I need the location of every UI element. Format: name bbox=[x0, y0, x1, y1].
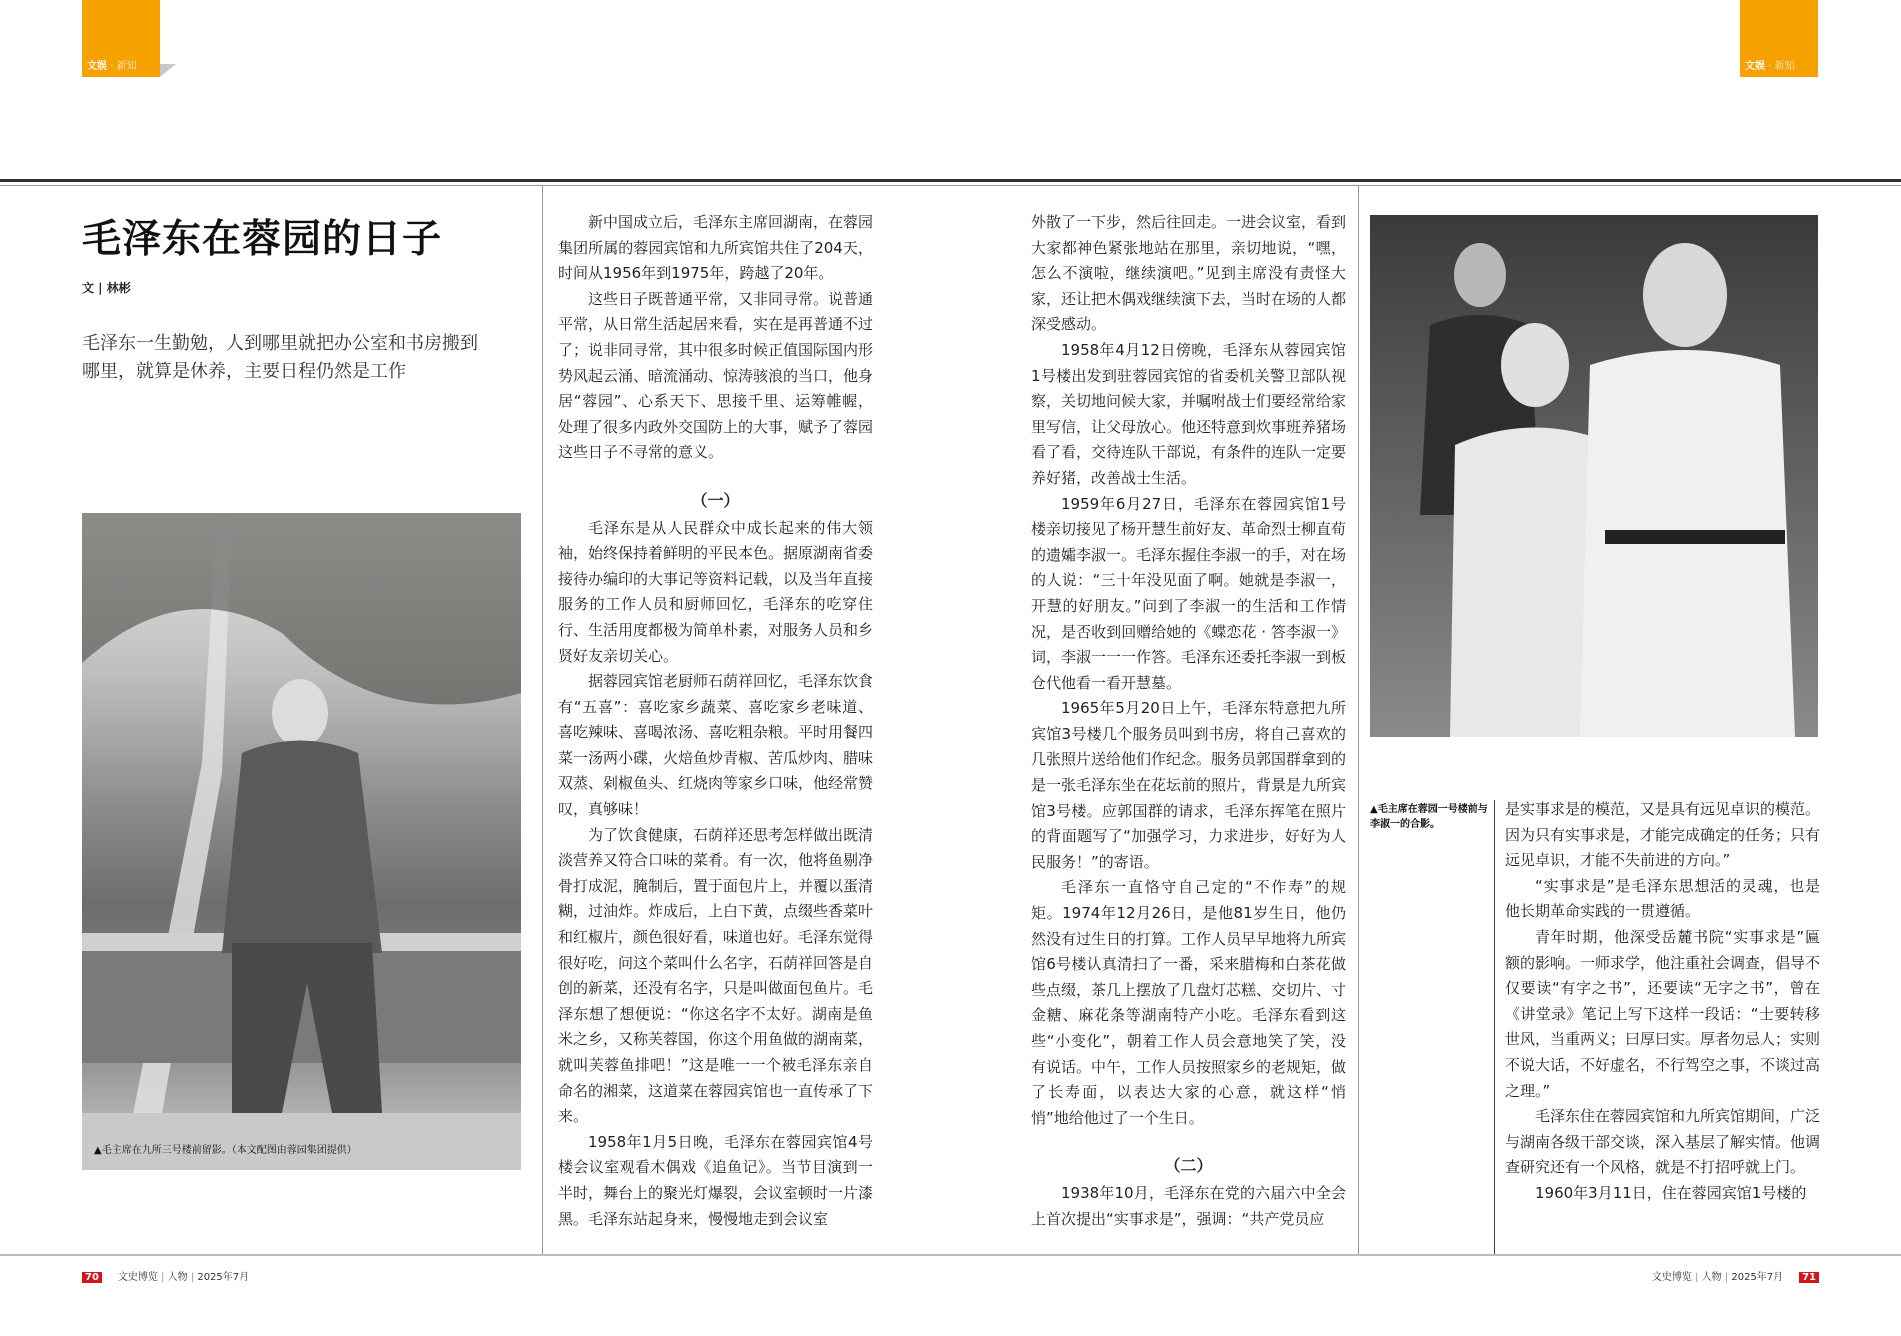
paragraph: 据蓉园宾馆老厨师石荫祥回忆，毛泽东饮食有“五喜”：喜吃家乡蔬菜、喜吃家乡老味道、喜吃辣味、喜喝浓汤、喜吃粗杂粮。平时用餐四菜一汤两小碟，火焙鱼炒青椒、苦瓜炒肉、腊味双蒸、剁椒鱼头、红烧肉等家乡口味，他经常赞叹，真够味！ bbox=[558, 672, 874, 819]
footer-left bbox=[82, 1268, 249, 1283]
footer-category: 人物 bbox=[1701, 1272, 1722, 1283]
paragraph: 1958年1月5日晚，毛泽东在蓉园宾馆4号楼会议室观看木偶戏《追鱼记》。当节目演到一半时，舞台上的聚光灯爆裂，会议室顿时一片漆黑。毛泽东站起身来，慢慢地走到会议室 bbox=[558, 1132, 874, 1228]
header-rule bbox=[0, 179, 1901, 182]
section-label: 文娱 bbox=[87, 61, 107, 72]
paragraph: 青年时期，他深受岳麓书院“实事求是”匾额的影响。一师求学，他注重社会调查，倡导不仅要读“有字之书”，还要读“无字之书”，曾在《讲堂录》笔记上写下这样一段话：“士要转移世风，当重两义；曰厚曰实。厚者勿忌人；实则不说大话，不好虚名，不行驾空之事，不谈过高之理。” bbox=[1505, 927, 1821, 1100]
paragraph: 1938年10月，毛泽东在党的六届六中全会上首次提出“实事求是”，强调：“共产党员应 bbox=[1031, 1183, 1346, 1228]
footer-issue: 2025年7月 bbox=[197, 1272, 250, 1283]
photo-illustration bbox=[1370, 215, 1818, 737]
text-column-3 bbox=[1505, 797, 1820, 1207]
footer-category: 人物 bbox=[167, 1272, 188, 1283]
separator: | bbox=[161, 1272, 165, 1283]
paragraph: 毛泽东一直恪守自己定的“不作寿”的规矩。1974年12月26日，是他81岁生日，他仍然没有过生日的打算。工作人员早早地将九所宾馆6号楼认真清扫了一番，采来腊梅和白茶花做些点缀，茶几上摆放了几盘灯芯糕、交切片、寸金糖、麻花条等湖南特产小吃。毛泽东看到这些“小变化”，朝着工作人员会意地笑了笑，没有说话。中午，工作人员按照家乡的老规矩，做了长寿面，以表达大家的心意，就这样“悄悄”地给他过了一个生日。 bbox=[1031, 878, 1347, 1127]
paragraph: 为了饮食健康，石荫祥还思考怎样做出既清淡营养又符合口味的菜肴。有一次，他将鱼剔净骨打成泥，腌制后，置于面包片上，并覆以蛋清糊，过油炸。炸成后，上白下黄，点缀些香菜叶和红椒片，颜色很好看，味道也好。毛泽东觉得很好吃，问这个菜叫什么名字，石荫祥回答是自创的新菜，还没有名字，只是叫做面包鱼片。毛泽东想了想便说：“你这名字不太好。湖南是鱼米之乡，又称芙蓉国，你这个用鱼做的湖南菜，就叫芙蓉鱼排吧！”这是唯一一个被毛泽东亲自命名的湘菜，这道菜在蓉园宾馆也一直传承了下来。 bbox=[558, 825, 874, 1126]
caption-divider bbox=[1494, 800, 1495, 1254]
section-tab-right bbox=[1740, 0, 1818, 77]
section-sublabel: 新知 bbox=[116, 61, 137, 72]
article-title: 毛泽东在蓉园的日子 bbox=[82, 217, 443, 262]
paragraph: 毛泽东住在蓉园宾馆和九所宾馆期间，广泛与湖南各级干部交谈，深入基层了解实情。他调查研究还有一个风格，就是不打招呼就上门。 bbox=[1505, 1107, 1821, 1177]
separator: · bbox=[1768, 61, 1772, 72]
photo-mao-with-li-shuyi bbox=[1370, 215, 1818, 737]
column-divider bbox=[542, 186, 543, 1254]
footer-right bbox=[1652, 1268, 1819, 1283]
footer-issue: 2025年7月 bbox=[1731, 1272, 1784, 1283]
page-number: 71 bbox=[1799, 1272, 1819, 1283]
paragraph: 新中国成立后，毛泽东主席回湖南，在蓉园集团所属的蓉园宾馆和九所宾馆共住了204天，时间从1956年到1975年，跨越了20年。 bbox=[558, 213, 874, 283]
paragraph: 1965年5月20日上午，毛泽东特意把九所宾馆3号楼几个服务员叫到书房，将自己喜欢的几张照片送给他们作纪念。服务员郭国群拿到的是一张毛泽东坐在花坛前的照片，背景是九所宾馆3号楼。应郭国群的请求，毛泽东挥笔在照片的背面题写了“加强学习，力求进步，好好为人民服务！”的寄语。 bbox=[1031, 699, 1347, 871]
paragraph: 1959年6月27日，毛泽东在蓉园宾馆1号楼亲切接见了杨开慧生前好友、革命烈士柳直荀的遗孀李淑一。毛泽东握住李淑一的手，对在场的人说：“三十年没见面了啊。她就是李淑一，开慧的好朋友。”问到了李淑一的生活和工作情况，是否收到回赠给她的《蝶恋花 · 答李淑一》词，李淑一一一作答。毛泽东还委托李淑一到板仓代他看一看开慧墓。 bbox=[1031, 494, 1347, 692]
separator: | bbox=[1695, 1272, 1699, 1283]
section-label: 文娱 bbox=[1745, 61, 1765, 72]
tab-fold-decoration bbox=[160, 64, 176, 77]
page-number: 70 bbox=[82, 1272, 102, 1283]
photo-illustration bbox=[82, 513, 521, 1170]
section-sublabel: 新知 bbox=[1774, 61, 1795, 72]
footer-rule bbox=[0, 1254, 1901, 1256]
magazine-name: 文史博览 bbox=[1651, 1272, 1692, 1283]
text-column-2 bbox=[1031, 210, 1346, 1232]
article-lead: 毛泽东一生勤勉，人到哪里就把办公室和书房搬到哪里，就算是休养，主要日程仍然是工作 bbox=[82, 333, 478, 382]
article-author: 文 | 林彬 bbox=[82, 281, 131, 295]
photo-mao-seated bbox=[82, 513, 521, 1170]
page-gutter-divider bbox=[1358, 186, 1359, 1254]
paragraph: 1960年3月11日，住在蓉园宾馆1号楼的 bbox=[1535, 1183, 1807, 1202]
paragraph-continued: 是实事求是的模范，又是具有远见卓识的模范。因为只有实事求是，才能完成确定的任务；只有远见卓识，才能不失前进的方向。” bbox=[1505, 800, 1821, 870]
section-heading: （二） bbox=[1164, 1156, 1213, 1176]
photo-caption-right: ▲毛主席在蓉园一号楼前与李淑一的合影。 bbox=[1370, 804, 1488, 830]
paragraph-continued: 外散了一下步，然后往回走。一进会议室，看到大家都神色紧张地站在那里，亲切地说，“嘿，怎么不演啦，继续演吧。”见到主席没有责怪大家，还让把木偶戏继续演下去，当时在场的人都深受感动。 bbox=[1031, 213, 1347, 334]
paragraph: “实事求是”是毛泽东思想活的灵魂，也是他长期革命实践的一贯遵循。 bbox=[1505, 876, 1820, 921]
paragraph: 这些日子既普通平常，又非同寻常。说普通平常，从日常生活起居来看，实在是再普通不过了；说非同寻常，其中很多时候正值国际国内形势风起云涌、暗流涌动、惊涛骇浪的当口，他身居“蓉园”、心系天下、思接千里、运筹帷幄，处理了很多内政外交国防上的大事，赋予了蓉园这些日子不寻常的意义。 bbox=[558, 289, 874, 462]
separator: | bbox=[190, 1272, 195, 1283]
separator: | bbox=[1724, 1272, 1729, 1283]
paragraph: 毛泽东是从人民群众中成长起来的伟大领袖，始终保持着鲜明的平民本色。据原湖南省委接待办编印的大事记等资料记载，以及当年直接服务的工作人员和厨师回忆，毛泽东的吃穿住行、生活用度都极为简单朴素，对服务人员和乡贤好友亲切关心。 bbox=[558, 518, 874, 665]
text-column-1 bbox=[558, 210, 873, 1232]
photo-caption-left: ▲毛主席在九所三号楼前留影。（本文配图由蓉园集团提供） bbox=[94, 1145, 357, 1156]
magazine-name: 文史博览 bbox=[117, 1272, 158, 1283]
header-rule-thin bbox=[0, 185, 1901, 186]
section-tab-left bbox=[82, 0, 160, 77]
section-heading: （一） bbox=[691, 490, 740, 510]
separator: · bbox=[110, 61, 114, 72]
paragraph: 1958年4月12日傍晚，毛泽东从蓉园宾馆1号楼出发到驻蓉园宾馆的省委机关警卫部队视察，关切地问候大家，并嘱咐战士们要经常给家里写信，让父母放心。他还特意到炊事班养猪场看了看，交待连队干部说，有条件的连队一定要养好猪，改善战士生活。 bbox=[1031, 340, 1347, 487]
